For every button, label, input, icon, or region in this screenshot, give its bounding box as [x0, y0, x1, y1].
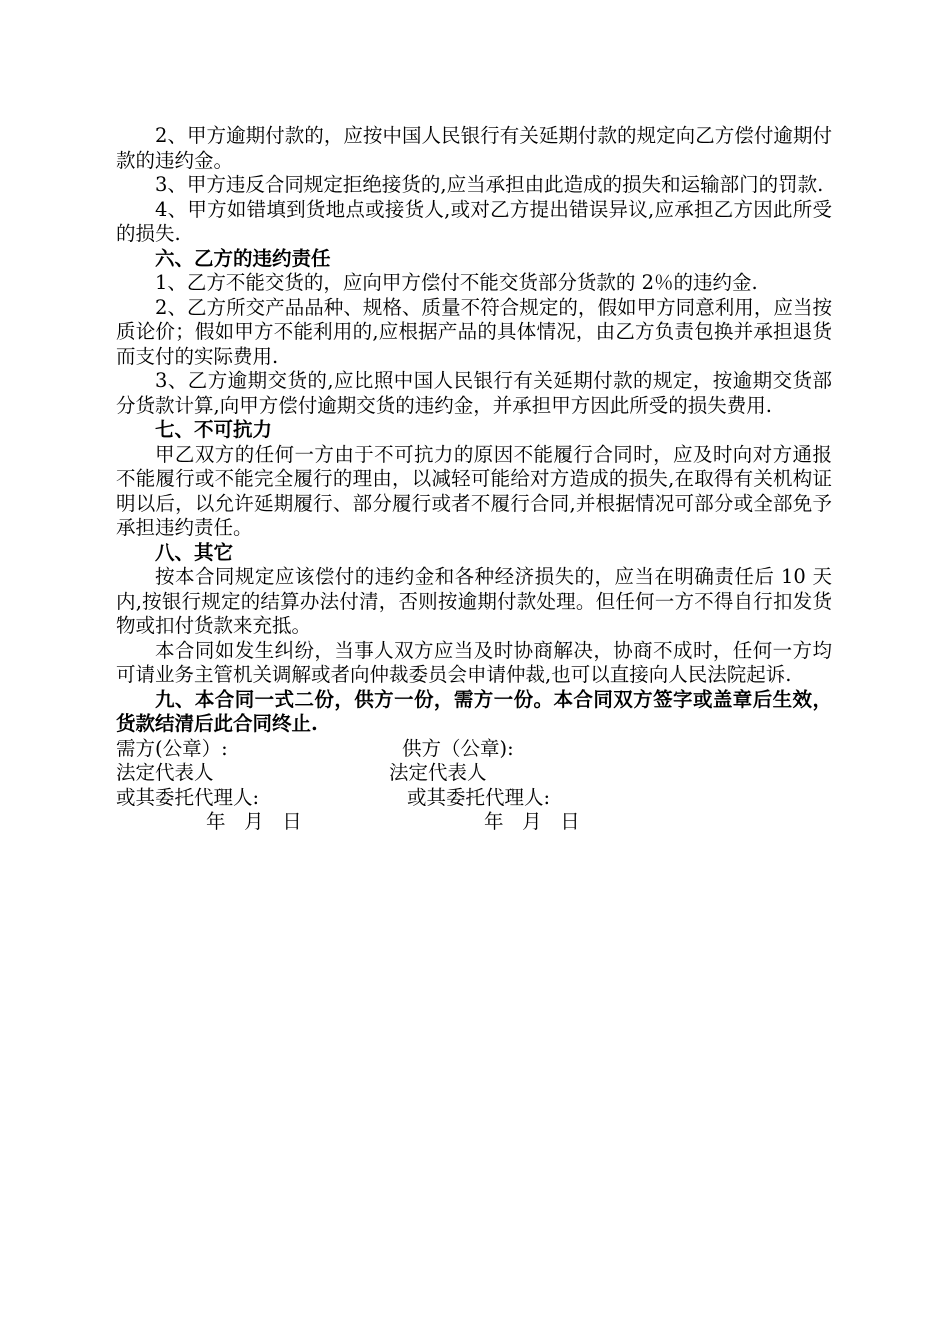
section-9-text: 九、本合同一式二份，供方一份，需方一份。本合同双方签字或盖章后生效，货款结清后此合同终止.	[116, 687, 832, 735]
seller-rep-label: 法定代表人	[389, 761, 487, 784]
section-6-heading: 六、乙方的违约责任	[155, 246, 331, 270]
buyer-seal-label: 需方(公章）:	[116, 736, 228, 760]
signature-row-rep	[116, 761, 832, 786]
clause-5-2: 2、甲方逾期付款的，应按中国人民银行有关延期付款的规定向乙方偿付逾期付款的违约金。	[116, 124, 832, 172]
clause-7-text: 甲乙双方的任何一方由于不可抗力的原因不能履行合同时，应及时向对方通报不能履行或不能完全履行的理由，以减轻可能给对方造成的损失,在取得有关机构证明以后，以允许延期履行、部分履行或者不履行合同,并根据情况可部分或全部免予承担违约责任。	[116, 442, 832, 539]
clause-5-4: 4、甲方如错填到货地点或接货人,或对乙方提出错误异议,应承担乙方因此所受的损失.	[116, 197, 832, 245]
clause-5-3: 3、甲方违反合同规定拒绝接货的,应当承担由此造成的损失和运输部门的罚款.	[155, 173, 824, 196]
clause-8-2: 本合同如发生纠纷，当事人双方应当及时协商解决，协商不成时，任何一方均可请业务主管机关调解或者向仲裁委员会申请仲裁,也可以直接向人民法院起诉.	[116, 638, 832, 686]
signature-row-date	[116, 810, 832, 835]
buyer-rep-label: 法定代表人	[116, 761, 214, 784]
seller-seal-label: 供方（公章):	[402, 736, 514, 760]
document-page	[116, 124, 832, 835]
buyer-agent-label: 或其委托代理人:	[116, 785, 260, 809]
clause-8-1: 按本合同规定应该偿付的违约金和各种经济损失的，应当在明确责任后 10 天内,按银行规定的结算办法付清，否则按逾期付款处理。但任何一方不得自行扣发货物或扣付货款来充抵。	[116, 565, 832, 637]
seller-date-label: 年 月 日	[484, 810, 580, 833]
signature-row-agent	[116, 786, 832, 811]
seller-agent-label: 或其委托代理人:	[407, 785, 551, 809]
clause-6-1: 1、乙方不能交货的，应向甲方偿付不能交货部分货款的 2％的违约金.	[155, 271, 758, 294]
buyer-date-label: 年 月 日	[206, 810, 302, 833]
signature-row-seal	[116, 737, 832, 762]
clause-6-2: 2、乙方所交产品品种、规格、质量不符合规定的，假如甲方同意利用，应当按质论价；假如甲方不能利用的,应根据产品的具体情况，由乙方负责包换并承担退货而支付的实际费用.	[116, 295, 832, 368]
clause-6-3: 3、乙方逾期交货的,应比照中国人民银行有关延期付款的规定，按逾期交货部分货款计算,向甲方偿付逾期交货的违约金，并承担甲方因此所受的损失费用.	[116, 369, 832, 417]
section-7-heading: 七、不可抗力	[155, 418, 273, 441]
section-8-heading: 八、其它	[155, 540, 234, 564]
